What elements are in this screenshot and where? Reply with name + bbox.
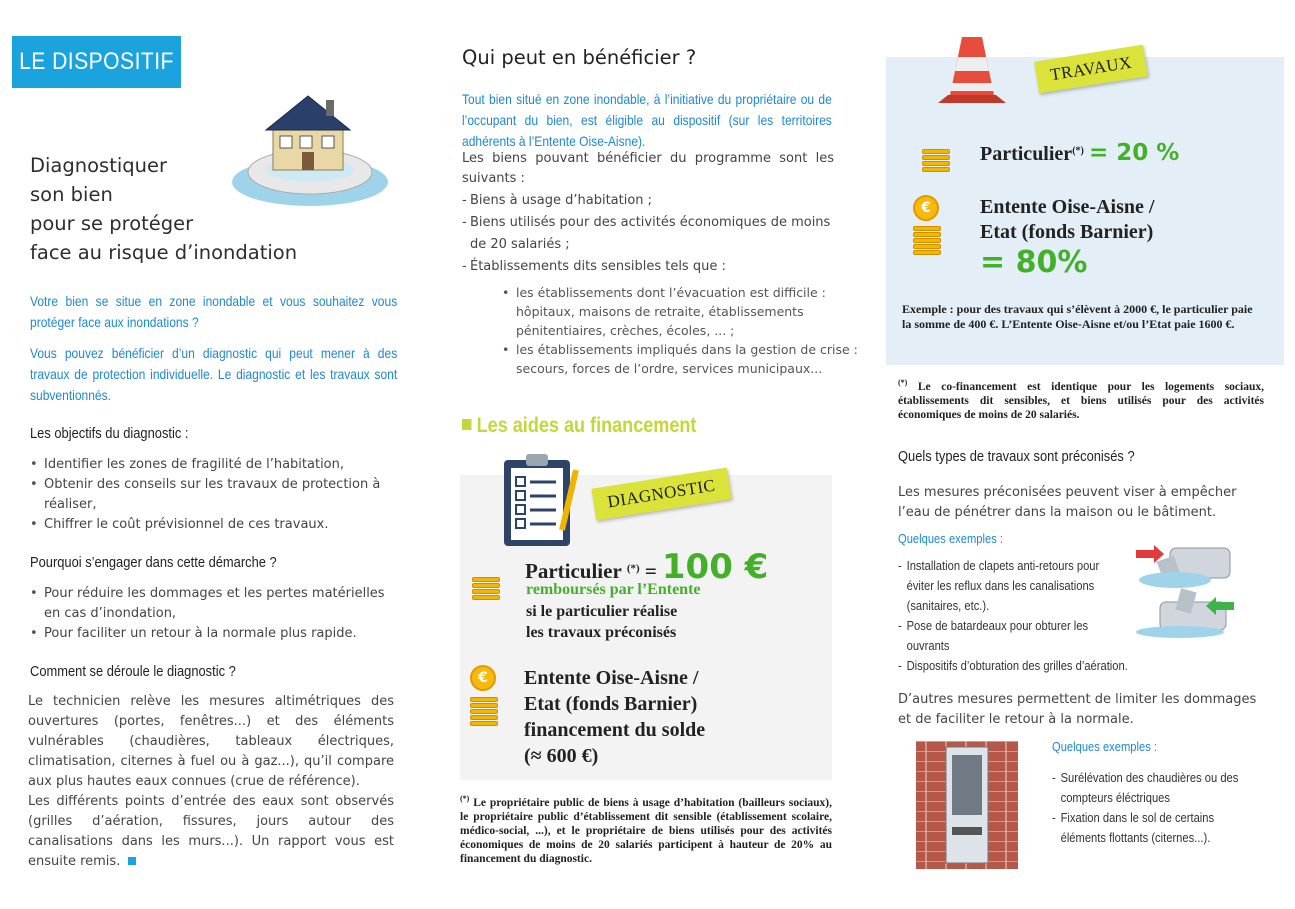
- particulier-percentage: = 20 %: [1088, 140, 1180, 166]
- entente-line: Etat (fonds Barnier): [980, 221, 1154, 243]
- objectifs-list: [30, 455, 390, 535]
- footnote-text: Le co-financement est identique pour les logements sociaux, établissements dit sensibles, et biens utilisés pour des activités économiques de moins de 20 salariés.: [898, 380, 1265, 421]
- asterisk-note: (*): [626, 562, 640, 575]
- entente-line: Entente Oise-Aisne /: [524, 667, 699, 689]
- types-heading: Quels types de travaux sont préconisés ?: [898, 448, 1135, 465]
- entente-travaux: [980, 195, 1154, 245]
- travaux-example: Exemple : pour des travaux qui s’élèvent à 2000 €, le particulier paie la somme de 400 €. L’Entente Oise-Aisne et/ou l’Etat paie 1600 €.: [902, 302, 1253, 331]
- euro-coins-icon: €: [470, 665, 498, 727]
- entente-line: Etat (fonds Barnier): [524, 693, 698, 715]
- clipboard-checklist-icon: [498, 450, 582, 550]
- exemples-list: [898, 556, 1148, 676]
- coins-icon: [472, 577, 500, 601]
- exemples-heading-2: Quelques exemples :: [1052, 739, 1158, 754]
- biens-list: [462, 190, 840, 278]
- euro-coins-icon: €: [913, 195, 941, 256]
- entente-line: financement du solde: [524, 719, 706, 741]
- comment-paragraph: [28, 692, 394, 872]
- title-line: Diagnostiquer: [30, 154, 168, 177]
- autres-mesures-text: D’autres mesures permettent de limiter les dommages et de faciliter le retour à la normale.: [898, 692, 1257, 727]
- list-item: - Dispositifs d’obturation des grilles d’aération.: [898, 656, 1113, 676]
- anti-return-valve-illustration: [1130, 540, 1240, 640]
- list-item: - Surélévation des chaudières ou des compteurs éléctriques: [1052, 768, 1252, 808]
- raised-boiler-wall-illustration: [916, 741, 1018, 869]
- footnote-text: Le propriétaire public de biens à usage d’habitation (bailleurs sociaux), le propriétaire public d’établissement dit sensible (établissement scolaire, médico-social, ...), et le propriétaire de biens utilisés pour des activités économiques de moins de 20 salariés participent à hauteur de 20% au financement du diagnostic.: [460, 796, 833, 865]
- aides-heading: [462, 414, 696, 438]
- entente-line: (≈ 600 €): [524, 745, 599, 767]
- page-title: [30, 151, 330, 267]
- biens-intro: Les biens pouvant bénéficier du programme sont les suivants :: [462, 151, 834, 186]
- entente-line: Entente Oise-Aisne /: [980, 196, 1155, 218]
- diagnostic-panel: [460, 475, 832, 780]
- list-item: • les établissements impliqués dans la gestion de crise : secours, forces de l’ordre, services municipaux...: [502, 340, 874, 378]
- pourquoi-list: [30, 584, 400, 644]
- coins-icon: [922, 149, 950, 173]
- list-item: • Obtenir des conseils sur les travaux de protection à réaliser,: [30, 475, 390, 515]
- title-line: face au risque d’inondation: [30, 241, 298, 264]
- column-travaux: [880, 0, 1295, 909]
- asterisk-note: (*): [1072, 145, 1084, 157]
- aides-heading-text: Les aides au financement: [476, 414, 697, 437]
- eligibility-text: Tout bien situé en zone inondable, à l’initiative du propriétaire ou de l’occupant du bien, est éligible au dispositif (sur les territoires adhérents à l’Entente Oise-Aisne).: [462, 91, 832, 149]
- travaux-footnote: [898, 376, 1264, 422]
- condition-line-2: les travaux préconisés: [526, 624, 677, 641]
- list-item: - Établissements dits sensibles tels que :: [462, 256, 840, 278]
- types-text: Les mesures préconisées peuvent viser à empêcher l’eau de pénétrer dans la maison ou le bâtiment.: [898, 485, 1237, 520]
- particulier-travaux-line: [980, 140, 1179, 166]
- column-dispositif: [0, 0, 420, 909]
- comment-heading: Comment se déroule le diagnostic ?: [30, 663, 236, 680]
- objectifs-heading: Les objectifs du diagnostic :: [30, 425, 189, 442]
- list-item: - Fixation dans le sol de certains éléments flottants (citernes...).: [1052, 808, 1252, 848]
- exemples-list-2: [1052, 768, 1284, 848]
- comment-text-2: Les différents points d’entrée des eaux sont observés (grilles d’aération, fissures, jours autour des canalisations dans les murs...). Un rapport vous est ensuite remis.: [28, 794, 394, 869]
- particulier-label: Particulier: [980, 143, 1073, 165]
- travaux-label: TRAVAUX: [1034, 45, 1148, 94]
- list-item: - Biens à usage d’habitation ;: [462, 190, 840, 212]
- list-item: • les établissements dont l’évacuation est difficile : hôpitaux, maisons de retraite, établissements pénitentiaires, crèches, écoles, ... ;: [502, 283, 874, 340]
- list-item: • Pour faciliter un retour à la normale plus rapide.: [30, 624, 400, 644]
- title-line: pour se protéger: [30, 212, 194, 235]
- diagnostic-amount: 100 €: [661, 547, 769, 587]
- condition-line-1: si le particulier réalise: [526, 603, 678, 620]
- diagnostic-footnote: [460, 792, 832, 866]
- asterisk-note: (*): [460, 794, 470, 803]
- list-item: • Chiffrer le coût prévisionnel de ces travaux.: [30, 515, 390, 535]
- section-tag-dispositif: LE DISPOSITIF: [12, 36, 181, 88]
- list-item: • Pour réduire les dommages et les pertes matérielles en cas d’inondation,: [30, 584, 400, 624]
- entente-percentage: = 80%: [980, 245, 1088, 280]
- diagnostic-label: DIAGNOSTIC: [591, 467, 731, 520]
- intro-question: Votre bien se situe en zone inondable et vous souhaitez vous protéger face aux inondations ?: [30, 293, 398, 330]
- particulier-label: Particulier: [525, 559, 622, 583]
- end-square-icon: [128, 857, 136, 865]
- list-item: - Installation de clapets anti-retours pour éviter les reflux dans les canalisations (sanitaires, etc.).: [898, 556, 1113, 616]
- travaux-panel: [886, 52, 1284, 365]
- exemples-heading: Quelques exemples :: [898, 531, 1004, 546]
- entente-financement: [524, 665, 705, 769]
- intro-answer: Vous pouvez bénéficier d’un diagnostic qui peut mener à des travaux de protection individuelle. Le diagnostic et les travaux sont subventionnés.: [30, 345, 398, 403]
- equals-sign: =: [644, 559, 657, 583]
- square-bullet-icon: [462, 419, 471, 430]
- column-beneficiaires: [448, 0, 858, 909]
- etablissements-list: [502, 283, 874, 378]
- rembourses-text: remboursés par l’Entente: [526, 581, 701, 598]
- asterisk-note: (*): [898, 378, 908, 387]
- traffic-cone-icon: [932, 33, 1012, 109]
- qui-heading: Qui peut en bénéficier ?: [462, 46, 697, 69]
- pourquoi-heading: Pourquoi s’engager dans cette démarche ?: [30, 554, 277, 571]
- comment-text-1: Le technicien relève les mesures altimétriques des ouvertures (portes, fenêtres...) et des éléments vulnérables (chaudières, tableaux électriques, climatisation, citernes à fuel ou à gaz...), qu’il compare aux plus hautes eaux connues (crue de référence).: [28, 694, 394, 789]
- list-item: - Biens utilisés pour des activités économiques de moins de 20 salariés ;: [462, 212, 840, 256]
- list-item: • Identifier les zones de fragilité de l’habitation,: [30, 455, 390, 475]
- list-item: - Pose de batardeaux pour obturer les ouvrants: [898, 616, 1113, 656]
- title-line: son bien: [30, 183, 113, 206]
